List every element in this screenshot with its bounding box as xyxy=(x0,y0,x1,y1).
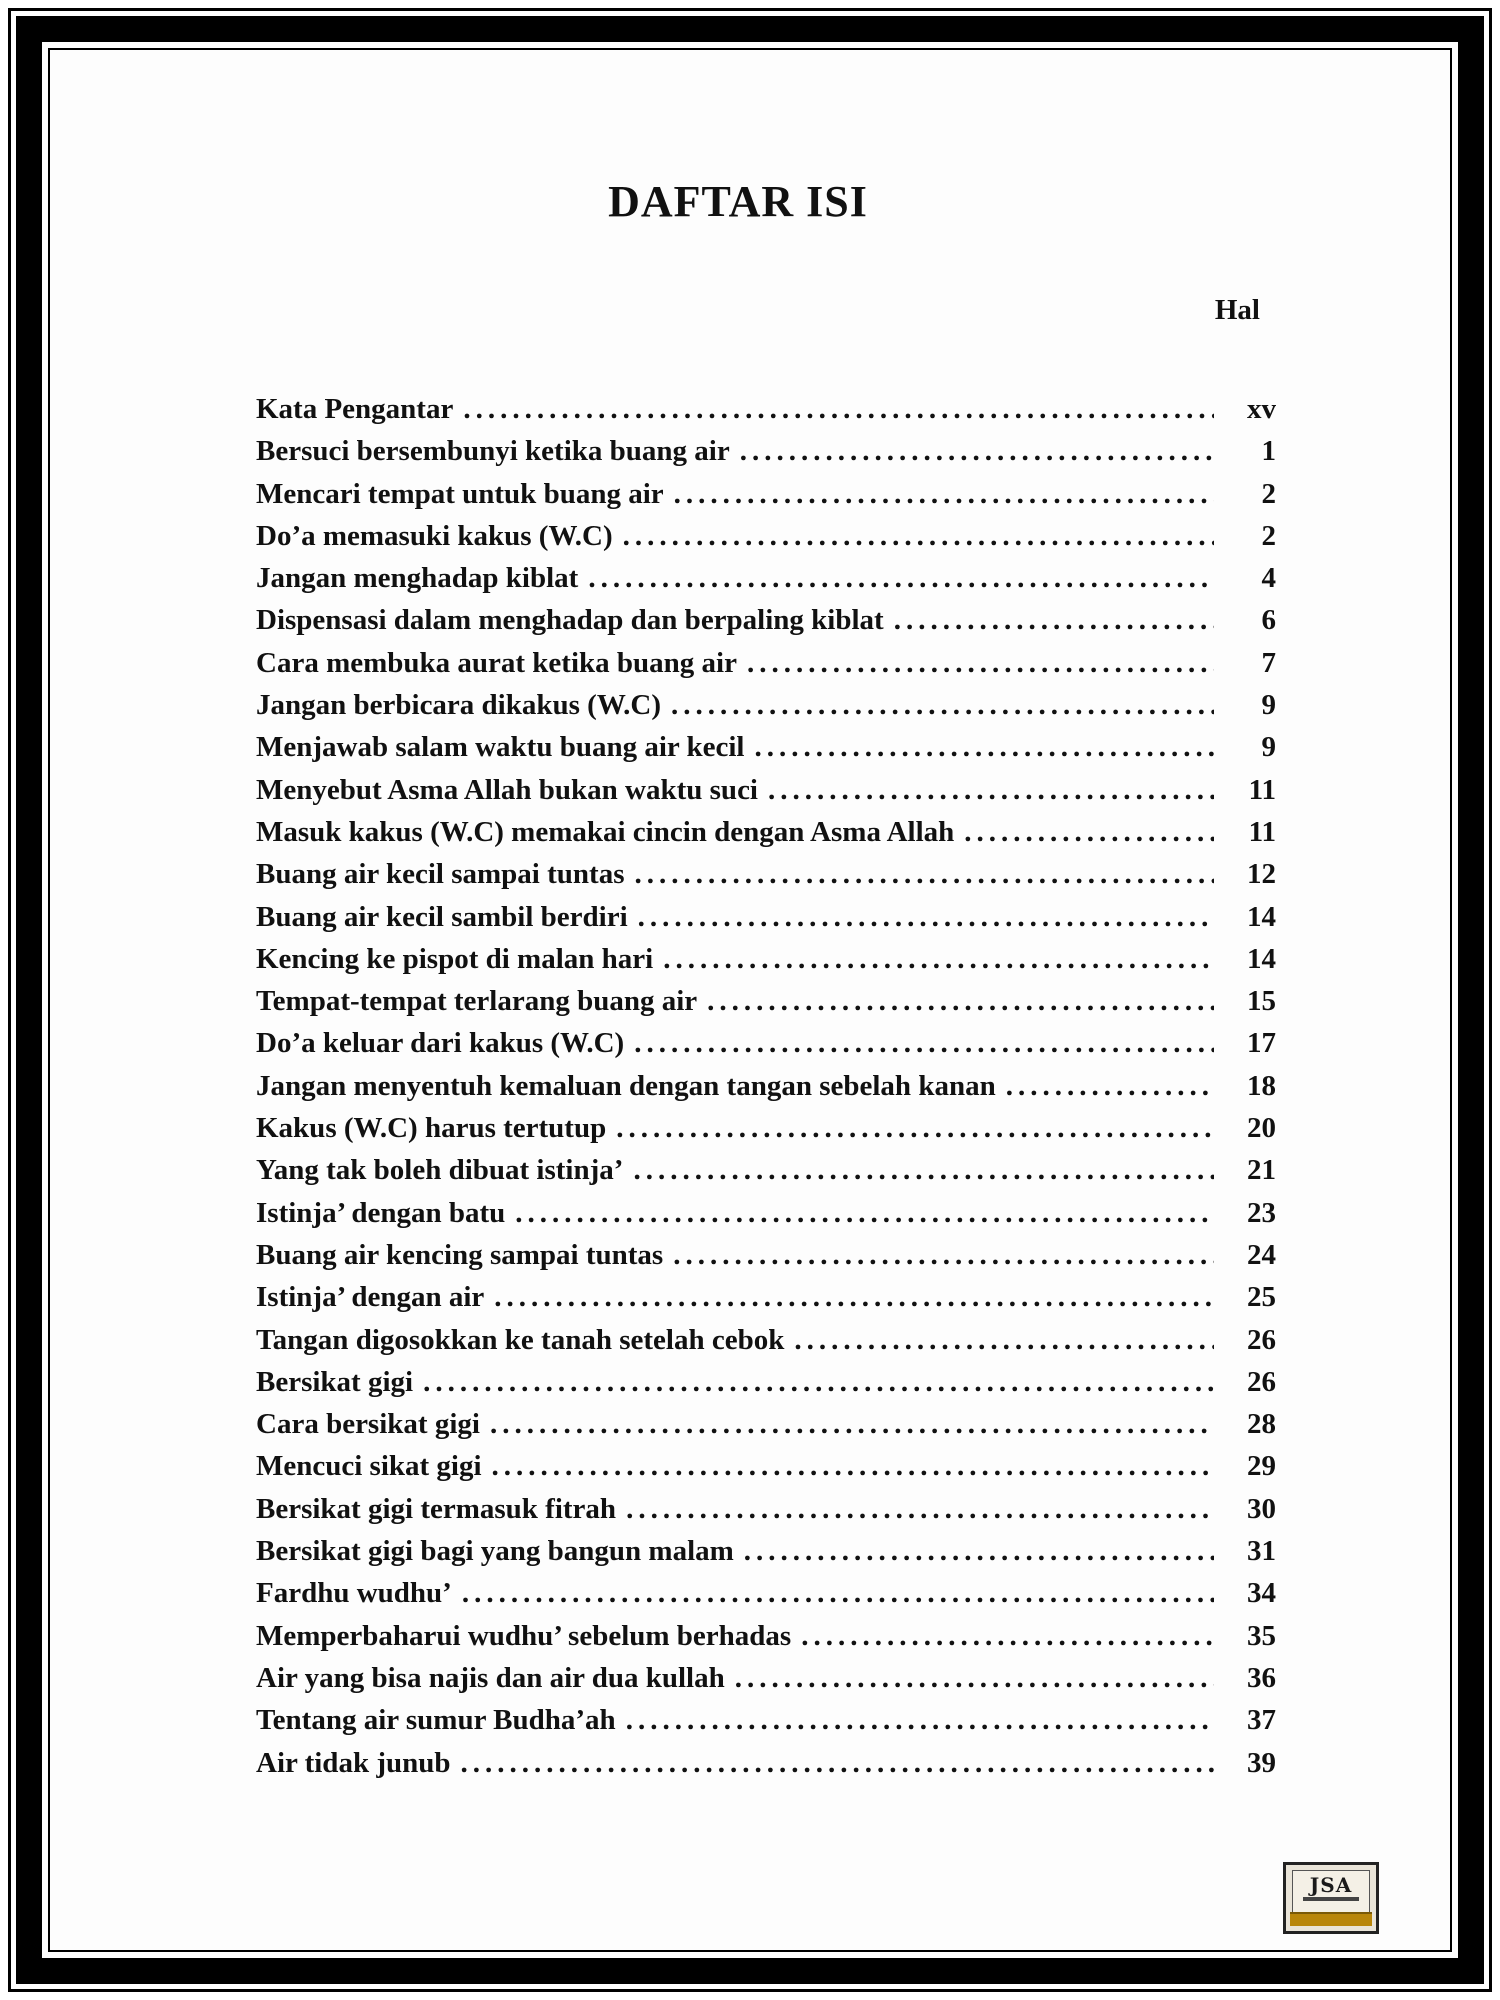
toc-entry-page: 26 xyxy=(1247,1323,1276,1356)
toc-entry-page: 37 xyxy=(1247,1704,1276,1737)
toc-dot-leader xyxy=(494,1276,1214,1318)
toc-entry xyxy=(256,1107,1276,1149)
toc-dot-leader xyxy=(964,811,1214,853)
toc-entry-title: Istinja’ dengan air xyxy=(256,1281,485,1314)
toc-entry xyxy=(256,1742,1276,1784)
toc-entry-page: 2 xyxy=(1261,477,1276,510)
toc-entry-title: Air yang bisa najis dan air dua kullah xyxy=(256,1661,725,1694)
toc-entry-page: 28 xyxy=(1247,1408,1276,1441)
toc-dot-leader xyxy=(671,684,1214,726)
toc-dot-leader xyxy=(633,1149,1214,1191)
toc-entry-title: Kakus (W.C) harus tertutup xyxy=(256,1112,607,1145)
logo-underline xyxy=(1303,1897,1359,1901)
toc-entry-title: Mencuci sikat gigi xyxy=(256,1450,482,1483)
logo-screen xyxy=(1292,1870,1370,1914)
toc-dot-leader xyxy=(801,1615,1214,1657)
toc-dot-leader xyxy=(626,1699,1214,1741)
toc-dot-leader xyxy=(794,1319,1214,1361)
toc-entry xyxy=(256,642,1276,684)
toc-entry-page: 9 xyxy=(1261,731,1276,764)
toc-entry-page: 31 xyxy=(1247,1535,1276,1568)
toc-entry xyxy=(256,1403,1276,1445)
toc-entry-title: Masuk kakus (W.C) memakai cincin dengan Asma Allah xyxy=(256,815,955,848)
toc-entry-page: 2 xyxy=(1261,519,1276,552)
toc-entry xyxy=(256,684,1276,726)
toc-entry-page: 7 xyxy=(1261,646,1276,679)
toc-dot-leader xyxy=(423,1361,1214,1403)
toc-dot-leader xyxy=(735,1657,1214,1699)
toc-dot-leader xyxy=(626,1488,1214,1530)
toc-entry-title: Air tidak junub xyxy=(256,1746,451,1779)
toc-entry-page: 15 xyxy=(1247,985,1276,1018)
toc-dot-leader xyxy=(463,388,1214,430)
toc-entry-title: Bersikat gigi xyxy=(256,1365,414,1398)
toc-entry-title: Tempat-tempat terlarang buang air xyxy=(256,985,698,1018)
toc-entry-title: Bersuci bersembunyi ketika buang air xyxy=(256,435,730,468)
toc-entry-title: Fardhu wudhu’ xyxy=(256,1577,452,1610)
toc-dot-leader xyxy=(754,726,1214,768)
toc-entry xyxy=(256,1319,1276,1361)
toc-dot-leader xyxy=(462,1572,1214,1614)
toc-entry xyxy=(256,811,1276,853)
toc-entry-page: 21 xyxy=(1247,1154,1276,1187)
toc-entry-title: Tentang air sumur Budha’ah xyxy=(256,1704,616,1737)
toc-entry-page: 4 xyxy=(1261,562,1276,595)
toc-dot-leader xyxy=(1006,1065,1214,1107)
toc-dot-leader xyxy=(747,642,1214,684)
toc-entry xyxy=(256,1065,1276,1107)
toc-dot-leader xyxy=(707,980,1214,1022)
toc-entry-page: 29 xyxy=(1247,1450,1276,1483)
table-of-contents xyxy=(256,388,1276,1784)
toc-entry-page: 25 xyxy=(1247,1281,1276,1314)
toc-entry-page: 26 xyxy=(1247,1365,1276,1398)
toc-entry xyxy=(256,1530,1276,1572)
toc-entry-page: 35 xyxy=(1247,1619,1276,1652)
toc-entry-page: 11 xyxy=(1248,815,1276,848)
toc-entry-title: Tangan digosokkan ke tanah setelah cebok xyxy=(256,1323,785,1356)
page-title: DAFTAR ISI xyxy=(608,177,868,226)
toc-entry-title: Mencari tempat untuk buang air xyxy=(256,477,664,510)
toc-entry xyxy=(256,557,1276,599)
toc-dot-leader xyxy=(768,769,1214,811)
toc-entry xyxy=(256,599,1276,641)
toc-dot-leader xyxy=(894,599,1214,641)
toc-entry xyxy=(256,853,1276,895)
toc-entry-title: Bersikat gigi bagi yang bangun malam xyxy=(256,1535,734,1568)
toc-entry xyxy=(256,938,1276,980)
toc-entry-title: Jangan menghadap kiblat xyxy=(256,562,579,595)
toc-entry xyxy=(256,1234,1276,1276)
toc-entry-page: 17 xyxy=(1247,1027,1276,1060)
jsa-logo-icon xyxy=(1283,1862,1379,1934)
toc-entry-page: xv xyxy=(1247,393,1276,425)
toc-dot-leader xyxy=(744,1530,1214,1572)
toc-entry xyxy=(256,896,1276,938)
toc-entry-page: 39 xyxy=(1247,1746,1276,1779)
toc-entry xyxy=(256,1022,1276,1064)
toc-dot-leader xyxy=(674,473,1214,515)
toc-entry xyxy=(256,1699,1276,1741)
toc-entry-page: 6 xyxy=(1261,604,1276,637)
toc-entry-title: Jangan menyentuh kemaluan dengan tangan sebelah kanan xyxy=(256,1069,996,1102)
toc-entry xyxy=(256,1192,1276,1234)
toc-dot-leader xyxy=(634,853,1214,895)
toc-dot-leader xyxy=(492,1445,1214,1487)
toc-entry xyxy=(256,1572,1276,1614)
toc-entry-page: 23 xyxy=(1247,1196,1276,1229)
toc-entry-page: 30 xyxy=(1247,1492,1276,1525)
toc-entry-title: Buang air kencing sampai tuntas xyxy=(256,1238,664,1271)
toc-entry-title: Dispensasi dalam menghadap dan berpaling kiblat xyxy=(256,604,884,637)
toc-entry-title: Cara bersikat gigi xyxy=(256,1408,480,1441)
logo-base xyxy=(1290,1912,1372,1926)
toc-dot-leader xyxy=(515,1192,1214,1234)
toc-entry-title: Menjawab salam waktu buang air kecil xyxy=(256,731,745,764)
toc-dot-leader xyxy=(638,896,1214,938)
toc-entry xyxy=(256,1488,1276,1530)
toc-entry xyxy=(256,430,1276,472)
toc-entry-title: Cara membuka aurat ketika buang air xyxy=(256,646,737,679)
toc-entry-page: 1 xyxy=(1261,435,1276,468)
toc-entry-page: 14 xyxy=(1247,900,1276,933)
toc-entry-page: 12 xyxy=(1247,858,1276,891)
logo-text: JSA xyxy=(1309,1873,1353,1897)
toc-dot-leader xyxy=(588,557,1214,599)
toc-entry-title: Bersikat gigi termasuk fitrah xyxy=(256,1492,617,1525)
toc-entry-title: Menyebut Asma Allah bukan waktu suci xyxy=(256,773,758,806)
toc-entry-title: Kencing ke pispot di malan hari xyxy=(256,942,654,975)
toc-entry-title: Do’a memasuki kakus (W.C) xyxy=(256,519,613,552)
toc-entry-page: 18 xyxy=(1247,1069,1276,1102)
toc-entry-title: Buang air kecil sambil berdiri xyxy=(256,900,628,933)
toc-dot-leader xyxy=(634,1022,1214,1064)
toc-entry-title: Kata Pengantar xyxy=(256,393,454,425)
toc-dot-leader xyxy=(461,1742,1215,1784)
toc-entry-page: 34 xyxy=(1247,1577,1276,1610)
toc-entry xyxy=(256,1276,1276,1318)
toc-entry-title: Istinja’ dengan batu xyxy=(256,1196,506,1229)
toc-dot-leader xyxy=(623,515,1214,557)
toc-entry xyxy=(256,473,1276,515)
toc-dot-leader xyxy=(740,430,1214,472)
toc-entry-title: Buang air kecil sampai tuntas xyxy=(256,858,625,891)
toc-dot-leader xyxy=(663,938,1214,980)
toc-entry xyxy=(256,1361,1276,1403)
toc-entry-page: 11 xyxy=(1248,773,1276,806)
toc-entry-title: Do’a keluar dari kakus (W.C) xyxy=(256,1027,625,1060)
toc-entry-page: 9 xyxy=(1261,689,1276,722)
toc-entry xyxy=(256,388,1276,430)
toc-entry xyxy=(256,1445,1276,1487)
page-column-header: Hal xyxy=(1214,294,1260,326)
toc-entry xyxy=(256,515,1276,557)
toc-dot-leader xyxy=(490,1403,1214,1445)
toc-entry xyxy=(256,1657,1276,1699)
toc-entry-title: Memperbaharui wudhu’ sebelum berhadas xyxy=(256,1619,792,1652)
toc-entry xyxy=(256,1149,1276,1191)
toc-entry-page: 14 xyxy=(1247,942,1276,975)
toc-entry-page: 20 xyxy=(1247,1112,1276,1145)
toc-entry-title: Jangan berbicara dikakus (W.C) xyxy=(256,689,662,722)
toc-entry-page: 36 xyxy=(1247,1661,1276,1694)
toc-entry-page: 24 xyxy=(1247,1238,1276,1271)
toc-dot-leader xyxy=(616,1107,1214,1149)
toc-entry-title: Yang tak boleh dibuat istinja’ xyxy=(256,1154,624,1187)
toc-entry xyxy=(256,769,1276,811)
toc-entry xyxy=(256,726,1276,768)
toc-entry xyxy=(256,980,1276,1022)
toc-dot-leader xyxy=(673,1234,1214,1276)
toc-entry xyxy=(256,1615,1276,1657)
